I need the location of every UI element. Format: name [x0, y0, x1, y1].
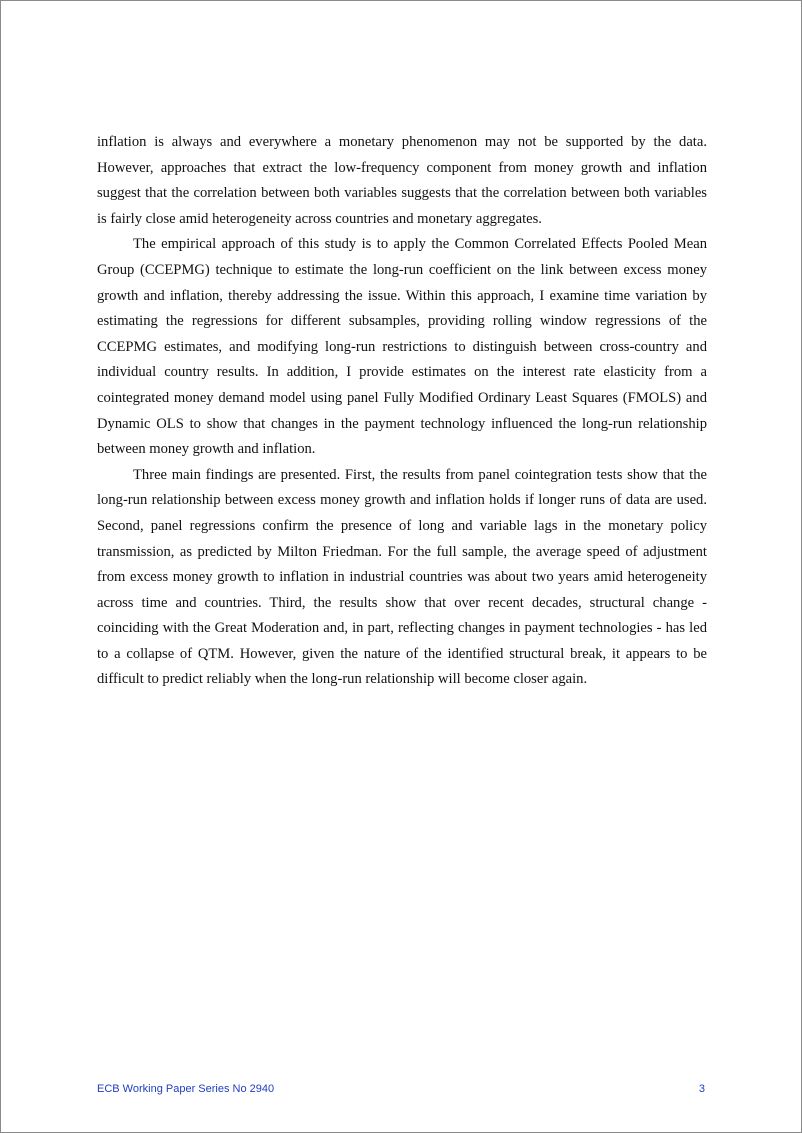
footer-page-number: 3	[698, 1083, 705, 1095]
paragraph-continuation: inflation is always and everywhere a monetary phenomenon may not be supported by the data. However, approaches that extract the low-frequency component from money growth and inflation suggest that the correlation between both variables suggests that the correlation between both variables is fairly close amid heterogeneity across countries and monetary aggregates.	[97, 134, 707, 227]
body-text	[97, 130, 707, 693]
paragraph-empirical-approach: The empirical approach of this study is to apply the Common Correlated Effects Pooled Mean Group (CCEPMG) technique to estimate the long-run coefficient on the link between excess money growth and inflation, thereby addressing the issue. Within this approach, I examine time variation by estimating the regressions for different subsamples, providing rolling window regressions of the CCEPMG estimates, and modifying long-run restrictions to distinguish between cross-country and individual country results. In addition, I provide estimates on the interest rate elasticity from a cointegrated money demand model using panel Fully Modified Ordinary Least Squares (FMOLS) and Dynamic OLS to show that changes in the payment technology influenced the long-run relationship between money growth and inflation.	[97, 236, 707, 458]
footer-series-title: ECB Working Paper Series No 2940	[97, 1083, 275, 1095]
paragraph-main-findings: Three main findings are presented. First, the results from panel cointegration tests show that the long-run relationship between excess money growth and inflation holds if longer runs of data are used. Second, panel regressions confirm the presence of long and variable lags in the monetary policy transmission, as predicted by Milton Friedman. For the full sample, the average speed of adjustment from excess money growth to inflation in industrial countries was about two years amid heterogeneity across time and countries. Third, the results show that over recent decades, structural change - coinciding with the Great Moderation and, in part, reflecting changes in payment technologies - has led to a collapse of QTM. However, given the nature of the identified structural break, it appears to be difficult to predict reliably when the long-run relationship will become closer again.	[97, 466, 707, 688]
